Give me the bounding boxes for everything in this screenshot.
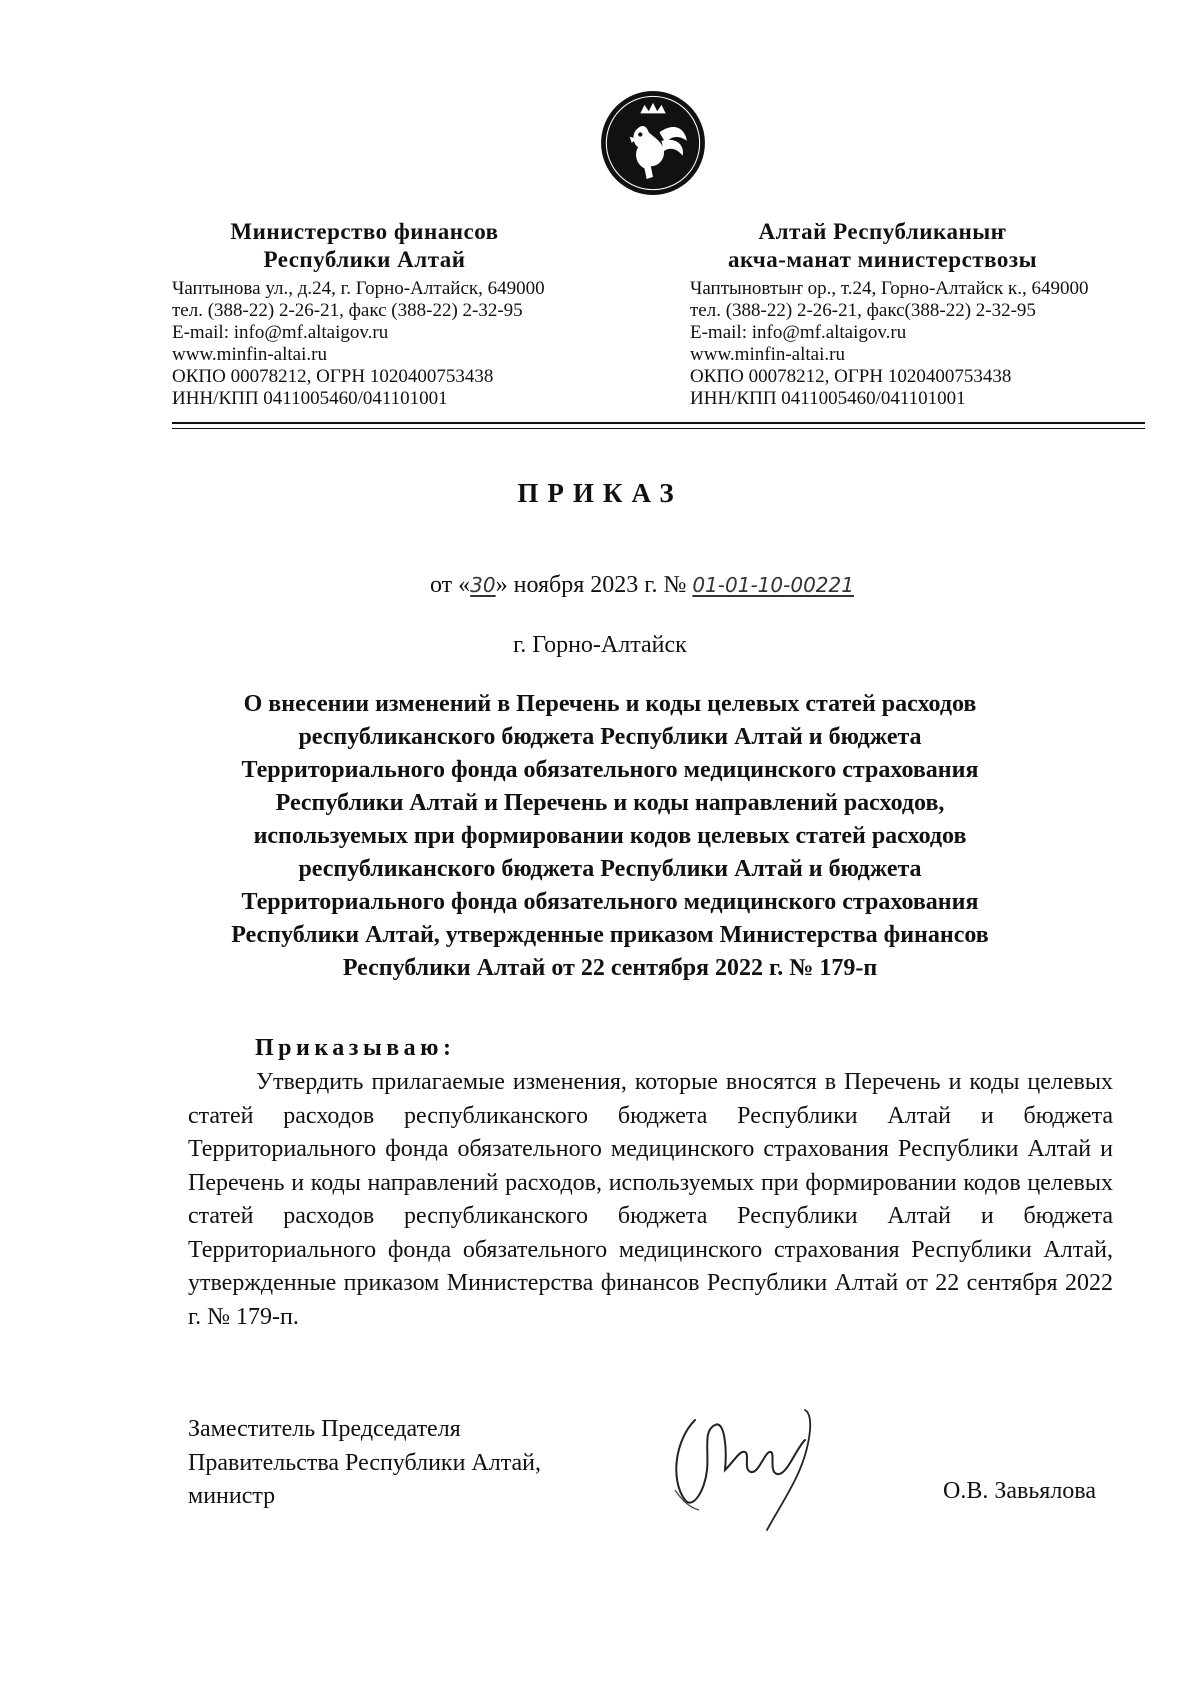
- website-line: www.minfin-altai.ru: [172, 344, 327, 365]
- handwritten-document-number: 01-01-10-00221: [692, 573, 854, 597]
- ministry-name-alt: Алтай Республиканыҥ акча-манат министерствозы: [727, 219, 1038, 272]
- address-line: Чаптынова ул., д.24, г. Горно-Алтайск, 649000: [172, 278, 545, 299]
- header-divider-thick: [172, 422, 1145, 424]
- signatory-name: О.В. Завьялова: [943, 1478, 1096, 1504]
- document-subject: О внесении изменений в Перечень и коды целевых статей расходов республиканского бюджета Республики Алтай и бюджета Территориального фонда обязательного медицинского страхования Республики Алтай и Перечень и коды направлений расходов, используемых при формировании кодов целевых статей расходов республиканского бюджета Республики Алтай и бюджета Территориального фонда обязательного медицинского страхования Республики Алтай, утвержденные приказом Министерства финансов Республики Алтай от 22 сентября 2022 г. № 179-п: [231, 691, 989, 981]
- header-divider-thin: [172, 428, 1145, 429]
- address-line: Чаптыновтыҥ ор., т.24, Горно-Алтайск к., 649000: [690, 278, 1089, 299]
- signatory-position: Заместитель Председателя Правительства Республики Алтай, министр: [188, 1416, 542, 1509]
- email-line: E-mail: info@mf.altaigov.ru: [172, 322, 389, 343]
- header-right-column: [690, 218, 1160, 410]
- ministry-contacts-ru: [172, 278, 612, 410]
- document-title: ПРИКАЗ: [517, 478, 683, 508]
- phone-line: тел. (388-22) 2-26-21, факс (388-22) 2-32-95: [172, 300, 523, 321]
- order-directive-word: Приказываю:: [255, 1035, 456, 1061]
- document-body-paragraph: Утвердить прилагаемые изменения, которые вносятся в Перечень и коды целевых статей расходов республиканского бюджета Республики Алтай и бюджета Территориального фонда обязательного медицинского страхования Республики Алтай и Перечень и коды направлений расходов, используемых при формировании кодов целевых статей расходов республиканского бюджета Республики Алтай и бюджета Территориального фонда обязательного медицинского страхования Республики Алтай, утвержденные приказом Министерства финансов Республики Алтай от 22 сентября 2022 г. № 179-п.: [188, 1069, 1113, 1330]
- header-left-column: [172, 218, 612, 410]
- coat-of-arms-icon: [600, 90, 706, 196]
- email-line: E-mail: info@mf.altaigov.ru: [690, 322, 907, 343]
- okpo-line: ОКПО 00078212, ОГРН 1020400753438: [172, 366, 494, 387]
- phone-line: тел. (388-22) 2-26-21, факс(388-22) 2-32-95: [690, 300, 1036, 321]
- handwritten-day: 30: [470, 573, 496, 597]
- website-line: www.minfin-altai.ru: [690, 344, 845, 365]
- ministry-contacts-alt: [690, 278, 1160, 410]
- okpo-line: ОКПО 00078212, ОГРН 1020400753438: [690, 366, 1012, 387]
- inn-line: ИНН/КПП 0411005460/041101001: [690, 388, 966, 409]
- document-date-line: от «30» ноября 2023 г. № 01-01-10-00221: [430, 572, 854, 598]
- document-city: г. Горно-Алтайск: [513, 632, 687, 658]
- signature-icon: [655, 1390, 855, 1540]
- inn-line: ИНН/КПП 0411005460/041101001: [172, 388, 448, 409]
- ministry-name-ru: Министерство финансов Республики Алтай: [230, 219, 499, 272]
